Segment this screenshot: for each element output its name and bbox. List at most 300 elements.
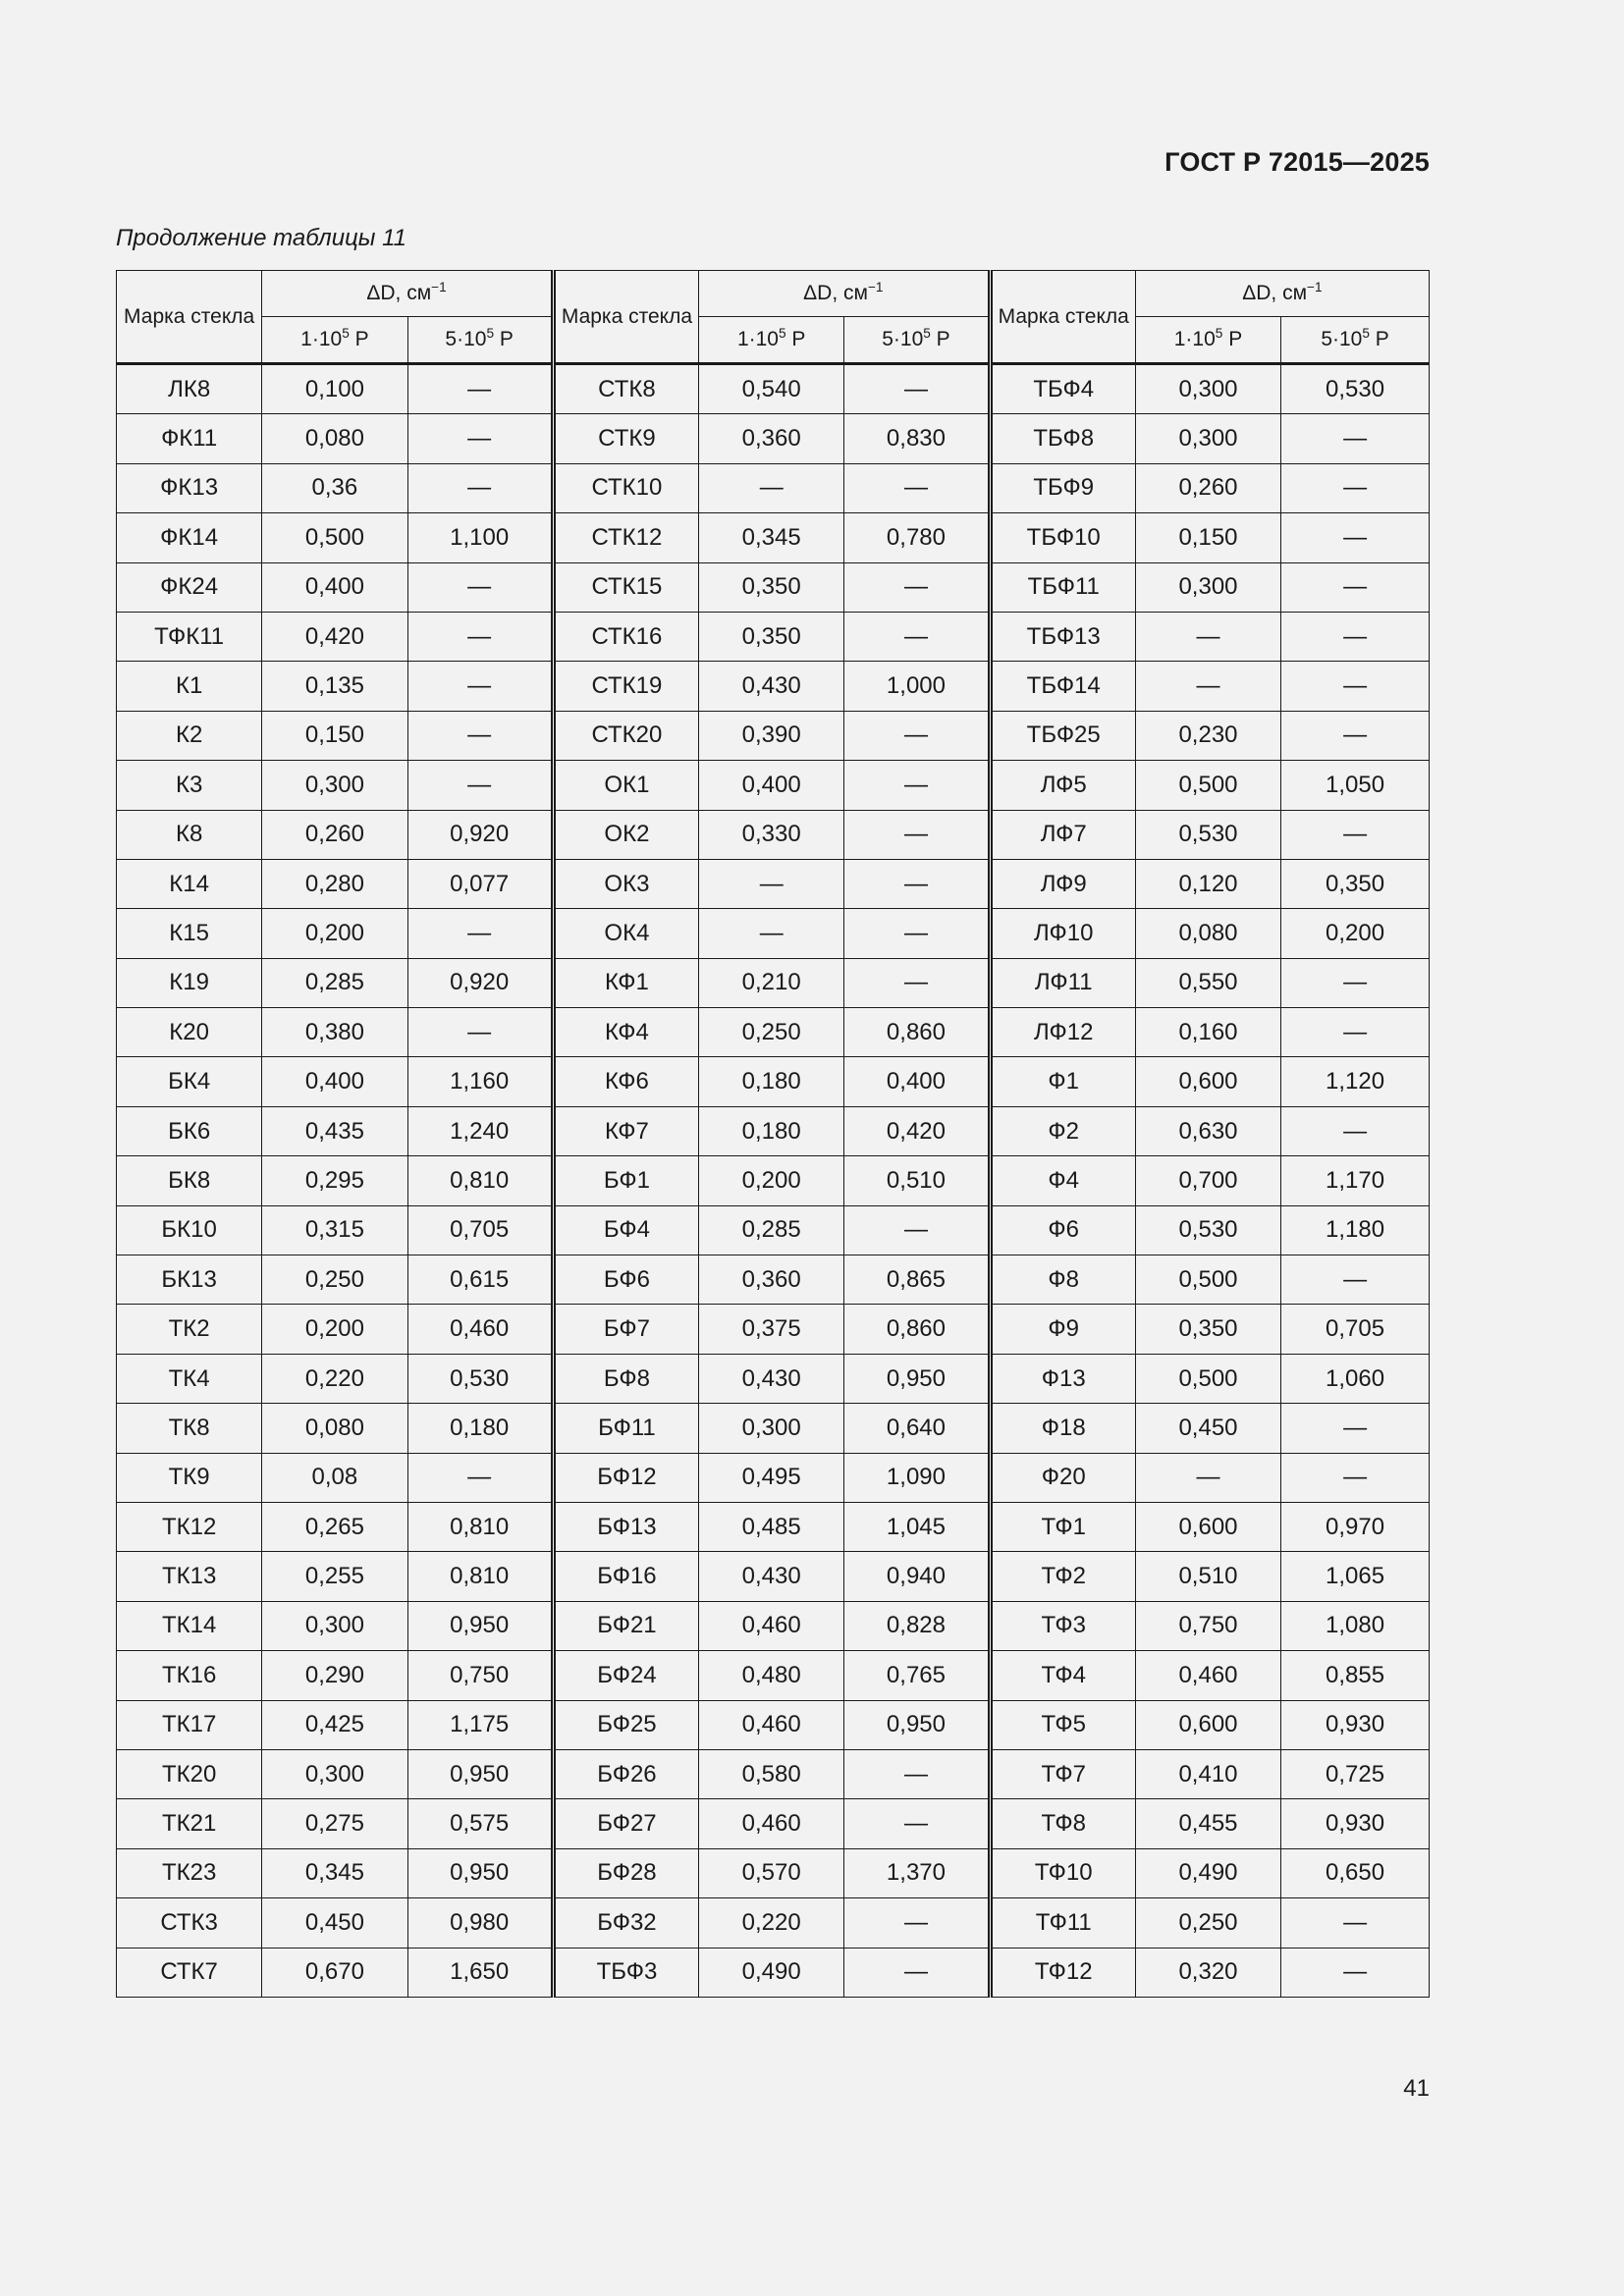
dose1-value-cell: 0,550 [1135, 958, 1280, 1007]
dose-exponent: 5 [342, 326, 350, 342]
glass-brand-cell: ТК2 [117, 1305, 262, 1354]
table-row [117, 859, 1430, 908]
dose1-value-cell: 0,220 [699, 1898, 844, 1948]
dose2-value-cell: — [844, 562, 990, 612]
glass-brand-cell: Ф18 [990, 1404, 1135, 1453]
dose2-value-cell: 0,750 [407, 1651, 553, 1700]
glass-brand-cell: ФК14 [117, 513, 262, 562]
glass-brand-cell: БФ24 [553, 1651, 698, 1700]
glass-brand-cell: БФ27 [553, 1799, 698, 1848]
dose2-value-cell: 0,970 [1281, 1502, 1430, 1551]
dose2-header [407, 317, 553, 364]
dose1-value-cell: 0,410 [1135, 1749, 1280, 1798]
glass-brand-cell: БФ28 [553, 1848, 698, 1897]
dose-unit: Р [1369, 328, 1389, 351]
glass-brand-cell: ТФ3 [990, 1601, 1135, 1650]
glass-brand-cell: БК8 [117, 1156, 262, 1205]
table-row [117, 1156, 1430, 1205]
dose1-value-cell: 0,285 [699, 1205, 844, 1255]
dose1-value-cell: 0,495 [699, 1453, 844, 1502]
dose2-value-cell: 0,650 [1281, 1848, 1430, 1897]
dose2-value-cell: 1,175 [407, 1700, 553, 1749]
table-row [117, 1106, 1430, 1155]
dose2-value-cell: — [1281, 1898, 1430, 1948]
glass-brand-cell: БФ6 [553, 1255, 698, 1305]
glass-brand-cell: БФ25 [553, 1700, 698, 1749]
dose2-value-cell: — [1281, 1453, 1430, 1502]
dose1-value-cell: 0,490 [699, 1948, 844, 1997]
dose2-value-cell: 0,950 [844, 1354, 990, 1403]
dose1-value-cell: 0,350 [1135, 1305, 1280, 1354]
dose1-value-cell: 0,630 [1135, 1106, 1280, 1155]
brand-header: Марка стекла [553, 271, 698, 364]
glass-brand-cell: БФ11 [553, 1404, 698, 1453]
glass-brand-cell: ТК14 [117, 1601, 262, 1650]
glass-brand-cell: ТК23 [117, 1848, 262, 1897]
dose2-value-cell: — [1281, 1404, 1430, 1453]
dose2-value-cell: 0,200 [1281, 909, 1430, 958]
glass-brand-cell: СТК12 [553, 513, 698, 562]
glass-brand-cell: СТК20 [553, 711, 698, 760]
dose1-value-cell: 0,285 [262, 958, 407, 1007]
table-row [117, 562, 1430, 612]
dose2-value-cell: — [844, 1898, 990, 1948]
dose1-value-cell: 0,700 [1135, 1156, 1280, 1205]
table-row [117, 1799, 1430, 1848]
dose2-value-cell: — [844, 612, 990, 661]
dose1-value-cell: 0,480 [699, 1651, 844, 1700]
dose-unit: Р [1222, 328, 1243, 351]
dose2-value-cell: 1,000 [844, 662, 990, 711]
dose1-value-cell: 0,100 [262, 364, 407, 414]
dose1-value-cell: 0,450 [1135, 1404, 1280, 1453]
dose-exponent: 5 [1215, 326, 1223, 342]
dose2-value-cell: 0,920 [407, 958, 553, 1007]
dose1-value-cell: 0,460 [699, 1700, 844, 1749]
dose2-value-cell: — [844, 810, 990, 859]
dose2-value-cell: 1,060 [1281, 1354, 1430, 1403]
dose2-value-cell: 0,930 [1281, 1799, 1430, 1848]
dose2-value-cell: 0,950 [407, 1749, 553, 1798]
dose2-value-cell: — [407, 414, 553, 463]
glass-brand-cell: К1 [117, 662, 262, 711]
dose2-header [1281, 317, 1430, 364]
dose1-value-cell: 0,265 [262, 1502, 407, 1551]
table-row [117, 909, 1430, 958]
dose1-value-cell: 0,255 [262, 1552, 407, 1601]
glass-brand-cell: ТБФ10 [990, 513, 1135, 562]
glass-brand-cell: СТК16 [553, 612, 698, 661]
glass-brand-cell: ОК2 [553, 810, 698, 859]
dose2-value-cell: — [1281, 958, 1430, 1007]
dose2-value-cell: 0,950 [407, 1601, 553, 1650]
glass-brand-cell: ТК21 [117, 1799, 262, 1848]
dose1-value-cell: 0,36 [262, 463, 407, 512]
table-row [117, 1057, 1430, 1106]
delta-label: ΔD, см [1242, 282, 1308, 305]
glass-brand-cell: ФК24 [117, 562, 262, 612]
glass-brand-cell: ТФ11 [990, 1898, 1135, 1948]
dose1-value-cell: 0,600 [1135, 1057, 1280, 1106]
dose1-value-cell: 0,300 [699, 1404, 844, 1453]
dose1-value-cell: 0,570 [699, 1848, 844, 1897]
glass-brand-cell: БК6 [117, 1106, 262, 1155]
dose2-value-cell: 0,950 [407, 1848, 553, 1897]
dose-base: 5·10 [445, 328, 487, 351]
dose-base: 1·10 [300, 328, 343, 351]
glass-brand-cell: ТК9 [117, 1453, 262, 1502]
glass-brand-cell: ТФ4 [990, 1651, 1135, 1700]
dose2-value-cell: 0,855 [1281, 1651, 1430, 1700]
dose1-value-cell: 0,750 [1135, 1601, 1280, 1650]
glass-brand-cell: БФ4 [553, 1205, 698, 1255]
dose1-value-cell: 0,200 [699, 1156, 844, 1205]
glass-brand-cell: БФ32 [553, 1898, 698, 1948]
glass-brand-cell: ТБФ25 [990, 711, 1135, 760]
glass-brand-cell: ТБФ9 [990, 463, 1135, 512]
dose1-value-cell: — [699, 859, 844, 908]
glass-brand-cell: КФ4 [553, 1008, 698, 1057]
dose1-value-cell: 0,200 [262, 909, 407, 958]
table-caption: Продолжение таблицы 11 [116, 225, 407, 251]
dose1-value-cell: 0,080 [262, 414, 407, 463]
dose1-value-cell: 0,080 [1135, 909, 1280, 958]
dose1-value-cell: 0,360 [699, 1255, 844, 1305]
dose1-value-cell: 0,160 [1135, 1008, 1280, 1057]
dose-exponent: 5 [1362, 326, 1370, 342]
dose2-value-cell: 0,530 [1281, 364, 1430, 414]
dose2-value-cell: 0,077 [407, 859, 553, 908]
dose2-value-cell: 0,980 [407, 1898, 553, 1948]
dose2-value-cell: — [844, 463, 990, 512]
dose1-value-cell: 0,300 [262, 1749, 407, 1798]
dose2-value-cell: 0,400 [844, 1057, 990, 1106]
glass-brand-cell: СТК8 [553, 364, 698, 414]
dose1-value-cell: — [1135, 612, 1280, 661]
delta-exponent: −1 [867, 280, 884, 295]
dose2-value-cell: 0,865 [844, 1255, 990, 1305]
glass-brand-cell: БФ1 [553, 1156, 698, 1205]
dose2-value-cell: — [844, 761, 990, 810]
dose2-value-cell: — [1281, 1106, 1430, 1155]
dose2-value-cell: 0,830 [844, 414, 990, 463]
dose2-header [844, 317, 990, 364]
glass-brand-cell: БК13 [117, 1255, 262, 1305]
glass-brand-cell: Ф4 [990, 1156, 1135, 1205]
dose1-value-cell: 0,300 [1135, 364, 1280, 414]
dose1-value-cell: 0,400 [699, 761, 844, 810]
table-row [117, 513, 1430, 562]
table-row [117, 1848, 1430, 1897]
dose1-value-cell: 0,250 [699, 1008, 844, 1057]
dose2-value-cell: — [1281, 414, 1430, 463]
glass-brand-cell: БФ26 [553, 1749, 698, 1798]
dose1-header [262, 317, 407, 364]
dose1-value-cell: 0,670 [262, 1948, 407, 1997]
glass-brand-cell: КФ1 [553, 958, 698, 1007]
dose2-value-cell: — [1281, 1948, 1430, 1997]
table-row [117, 1700, 1430, 1749]
dose2-value-cell: — [1281, 562, 1430, 612]
table-row [117, 662, 1430, 711]
dose2-value-cell: 0,810 [407, 1502, 553, 1551]
dose2-value-cell: 0,930 [1281, 1700, 1430, 1749]
dose-base: 1·10 [736, 328, 779, 351]
glass-brand-cell: ФК13 [117, 463, 262, 512]
dose1-value-cell: 0,230 [1135, 711, 1280, 760]
glass-brand-cell: ТФ8 [990, 1799, 1135, 1848]
dose2-value-cell: 0,810 [407, 1156, 553, 1205]
glass-brand-cell: Ф6 [990, 1205, 1135, 1255]
glass-brand-cell: ТБФ4 [990, 364, 1135, 414]
dose2-value-cell: — [407, 364, 553, 414]
dose2-value-cell: 1,170 [1281, 1156, 1430, 1205]
glass-brand-cell: СТК9 [553, 414, 698, 463]
dose2-value-cell: 1,050 [1281, 761, 1430, 810]
glass-brand-cell: К3 [117, 761, 262, 810]
glass-brand-cell: БФ13 [553, 1502, 698, 1551]
glass-brand-cell: ТК13 [117, 1552, 262, 1601]
dose1-value-cell: 0,390 [699, 711, 844, 760]
dose1-value-cell: 0,350 [699, 562, 844, 612]
table-row [117, 1749, 1430, 1798]
glass-brand-cell: ТБФ8 [990, 414, 1135, 463]
dose1-value-cell: 0,530 [1135, 810, 1280, 859]
table-header [117, 271, 1430, 364]
glass-brand-cell: ОК1 [553, 761, 698, 810]
dose1-value-cell: 0,435 [262, 1106, 407, 1155]
table-body [117, 364, 1430, 1998]
dose2-value-cell: 0,575 [407, 1799, 553, 1848]
standard-designation: ГОСТ Р 72015—2025 [1164, 147, 1430, 177]
glass-brand-cell: КФ7 [553, 1106, 698, 1155]
glass-brand-cell: ТФ2 [990, 1552, 1135, 1601]
dose1-value-cell: — [1135, 1453, 1280, 1502]
dose2-value-cell: 1,080 [1281, 1601, 1430, 1650]
dose1-value-cell: 0,430 [699, 1552, 844, 1601]
glass-brand-cell: Ф2 [990, 1106, 1135, 1155]
dose2-value-cell: 1,090 [844, 1453, 990, 1502]
table-row [117, 1404, 1430, 1453]
glass-brand-cell: ТБФ14 [990, 662, 1135, 711]
dose1-value-cell: 0,250 [262, 1255, 407, 1305]
table-container [116, 270, 1430, 1998]
dose1-value-cell: 0,260 [262, 810, 407, 859]
dose2-value-cell: — [1281, 662, 1430, 711]
dose1-value-cell: 0,345 [699, 513, 844, 562]
dose1-value-cell: 0,120 [1135, 859, 1280, 908]
dose2-value-cell: 0,530 [407, 1354, 553, 1403]
dose1-value-cell: 0,430 [699, 662, 844, 711]
table-row [117, 612, 1430, 661]
dose2-value-cell: 1,065 [1281, 1552, 1430, 1601]
dose1-value-cell: 0,290 [262, 1651, 407, 1700]
table-row [117, 1651, 1430, 1700]
table-row [117, 1898, 1430, 1948]
table-row [117, 414, 1430, 463]
glass-brand-cell: ТБФ11 [990, 562, 1135, 612]
glass-brand-cell: ТК16 [117, 1651, 262, 1700]
dose1-value-cell: 0,380 [262, 1008, 407, 1057]
glass-brand-cell: К2 [117, 711, 262, 760]
dose2-value-cell: 0,860 [844, 1305, 990, 1354]
glass-brand-cell: Ф9 [990, 1305, 1135, 1354]
table-row [117, 1453, 1430, 1502]
glass-brand-cell: ФК11 [117, 414, 262, 463]
glass-brand-cell: СТК10 [553, 463, 698, 512]
table-row [117, 364, 1430, 414]
dose-exponent: 5 [923, 326, 931, 342]
dose2-value-cell: — [844, 1948, 990, 1997]
dose1-value-cell: 0,135 [262, 662, 407, 711]
glass-brand-cell: ТБФ3 [553, 1948, 698, 1997]
table-row [117, 711, 1430, 760]
glass-brand-cell: ТФ1 [990, 1502, 1135, 1551]
dose2-value-cell: 0,615 [407, 1255, 553, 1305]
glass-brand-cell: К15 [117, 909, 262, 958]
glass-brand-cell: К19 [117, 958, 262, 1007]
glass-brand-cell: ТФ12 [990, 1948, 1135, 1997]
dose2-value-cell: — [1281, 810, 1430, 859]
dose1-value-cell: 0,180 [699, 1106, 844, 1155]
dose2-value-cell: — [1281, 1008, 1430, 1057]
dose2-value-cell: — [407, 1453, 553, 1502]
dose-unit: Р [349, 328, 369, 351]
dose2-value-cell: 0,860 [844, 1008, 990, 1057]
dose2-value-cell: — [407, 761, 553, 810]
glass-brand-cell: ТК8 [117, 1404, 262, 1453]
dose2-value-cell: 0,940 [844, 1552, 990, 1601]
dose2-value-cell: — [407, 612, 553, 661]
dose2-value-cell: 0,828 [844, 1601, 990, 1650]
dose1-value-cell: 0,295 [262, 1156, 407, 1205]
dose1-value-cell: 0,080 [262, 1404, 407, 1453]
dose2-value-cell: 0,780 [844, 513, 990, 562]
dose2-value-cell: 0,765 [844, 1651, 990, 1700]
table-row [117, 810, 1430, 859]
glass-brand-cell: ТФ7 [990, 1749, 1135, 1798]
radiation-data-table [116, 270, 1430, 1998]
dose2-value-cell: 1,045 [844, 1502, 990, 1551]
dose1-value-cell: 0,425 [262, 1700, 407, 1749]
dose1-value-cell: 0,150 [262, 711, 407, 760]
dose2-value-cell: — [407, 463, 553, 512]
glass-brand-cell: Ф20 [990, 1453, 1135, 1502]
table-row [117, 1552, 1430, 1601]
glass-brand-cell: Ф8 [990, 1255, 1135, 1305]
dose2-value-cell: 0,705 [407, 1205, 553, 1255]
dose2-value-cell: — [844, 1749, 990, 1798]
glass-brand-cell: СТК3 [117, 1898, 262, 1948]
glass-brand-cell: БФ16 [553, 1552, 698, 1601]
dose2-value-cell: 0,640 [844, 1404, 990, 1453]
dose2-value-cell: — [1281, 612, 1430, 661]
dose1-value-cell: 0,580 [699, 1749, 844, 1798]
glass-brand-cell: БК4 [117, 1057, 262, 1106]
dose2-value-cell: — [844, 711, 990, 760]
dose1-value-cell: 0,530 [1135, 1205, 1280, 1255]
dose1-value-cell: 0,460 [1135, 1651, 1280, 1700]
dose1-value-cell: 0,485 [699, 1502, 844, 1551]
dose1-value-cell: 0,220 [262, 1354, 407, 1403]
dose2-value-cell: — [844, 364, 990, 414]
glass-brand-cell: ЛФ12 [990, 1008, 1135, 1057]
table-row [117, 1255, 1430, 1305]
glass-brand-cell: СТК7 [117, 1948, 262, 1997]
glass-brand-cell: БФ12 [553, 1453, 698, 1502]
dose1-value-cell: 0,460 [699, 1601, 844, 1650]
dose1-value-cell: 0,490 [1135, 1848, 1280, 1897]
brand-header: Марка стекла [990, 271, 1135, 364]
dose1-value-cell: 0,540 [699, 364, 844, 414]
dose2-value-cell: — [1281, 1255, 1430, 1305]
dose1-value-cell: 0,300 [1135, 414, 1280, 463]
dose1-value-cell: 0,500 [262, 513, 407, 562]
page-number: 41 [1403, 2075, 1430, 2102]
glass-brand-cell: Ф13 [990, 1354, 1135, 1403]
dose2-value-cell: 1,180 [1281, 1205, 1430, 1255]
dose-base: 1·10 [1173, 328, 1216, 351]
dose1-value-cell: — [699, 909, 844, 958]
dose-unit: Р [494, 328, 514, 351]
delta-exponent: −1 [431, 280, 447, 295]
glass-brand-cell: БФ7 [553, 1305, 698, 1354]
dose1-value-cell: 0,600 [1135, 1502, 1280, 1551]
dose2-value-cell: — [844, 1799, 990, 1848]
glass-brand-cell: К20 [117, 1008, 262, 1057]
glass-brand-cell: ТК4 [117, 1354, 262, 1403]
dose2-value-cell: — [844, 958, 990, 1007]
dose-base: 5·10 [882, 328, 924, 351]
dose1-value-cell: 0,345 [262, 1848, 407, 1897]
dose2-value-cell: — [407, 711, 553, 760]
glass-brand-cell: ЛФ11 [990, 958, 1135, 1007]
glass-brand-cell: ЛФ7 [990, 810, 1135, 859]
delta-header [699, 271, 991, 317]
dose1-value-cell: 0,420 [262, 612, 407, 661]
glass-brand-cell: ТК17 [117, 1700, 262, 1749]
dose2-value-cell: 1,120 [1281, 1057, 1430, 1106]
dose1-value-cell: 0,600 [1135, 1700, 1280, 1749]
delta-label: ΔD, см [366, 282, 432, 305]
table-row [117, 761, 1430, 810]
dose2-value-cell: — [407, 562, 553, 612]
dose1-value-cell: — [699, 463, 844, 512]
dose1-value-cell: 0,150 [1135, 513, 1280, 562]
glass-brand-cell: БК10 [117, 1205, 262, 1255]
table-row [117, 1502, 1430, 1551]
dose-unit: Р [785, 328, 806, 351]
dose1-value-cell: 0,430 [699, 1354, 844, 1403]
dose2-value-cell: 0,705 [1281, 1305, 1430, 1354]
glass-brand-cell: ТФ10 [990, 1848, 1135, 1897]
glass-brand-cell: ТБФ13 [990, 612, 1135, 661]
dose2-value-cell: 0,725 [1281, 1749, 1430, 1798]
glass-brand-cell: ЛФ10 [990, 909, 1135, 958]
dose-unit: Р [930, 328, 950, 351]
dose1-value-cell: 0,460 [699, 1799, 844, 1848]
glass-brand-cell: ЛФ5 [990, 761, 1135, 810]
dose2-value-cell: 0,950 [844, 1700, 990, 1749]
dose1-value-cell: 0,375 [699, 1305, 844, 1354]
dose2-value-cell: — [844, 909, 990, 958]
glass-brand-cell: ОК4 [553, 909, 698, 958]
dose1-value-cell: 0,510 [1135, 1552, 1280, 1601]
dose1-value-cell: 0,300 [1135, 562, 1280, 612]
table-row [117, 1205, 1430, 1255]
dose2-value-cell: 1,370 [844, 1848, 990, 1897]
dose2-value-cell: 0,510 [844, 1156, 990, 1205]
